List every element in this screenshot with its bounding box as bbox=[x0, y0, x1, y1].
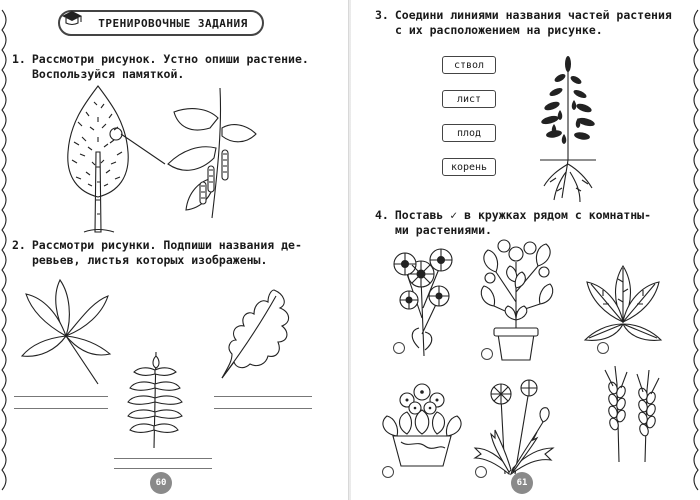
right-edge-scallop bbox=[686, 0, 700, 500]
leafy-plant-illustration bbox=[583, 262, 663, 342]
right-page bbox=[351, 0, 700, 500]
task-3-line-1: Соедини линиями названия частей растения bbox=[394, 8, 672, 22]
answer-line-rowan-2[interactable] bbox=[114, 468, 212, 469]
answer-line-rowan-1[interactable] bbox=[114, 458, 212, 459]
task-1-line-1: Рассмотри рисунок. Устно опиши растение. bbox=[31, 52, 309, 66]
checkbox-circle-violet[interactable] bbox=[382, 466, 394, 478]
task-4-line-1: Поставь ✓ в кружках рядом с комнатны- bbox=[394, 208, 652, 222]
chestnut-leaf-illustration bbox=[22, 278, 112, 388]
page-number-right: 61 bbox=[511, 472, 533, 494]
section-header bbox=[58, 10, 264, 36]
task-3-line-2: с их расположением на рисунке. bbox=[395, 23, 603, 37]
task-4-line-2: ми растениями. bbox=[395, 223, 492, 237]
section-header-title: ТРЕНИРОВОЧНЫЕ ЗАДАНИЯ bbox=[98, 16, 248, 30]
answer-line-chestnut-1[interactable] bbox=[14, 396, 108, 397]
task-4-number: 4. bbox=[375, 208, 389, 222]
chamomile-illustration bbox=[389, 238, 459, 358]
dandelion-illustration bbox=[471, 378, 561, 478]
violet-pot-illustration bbox=[377, 378, 467, 468]
birch-branch-illustration bbox=[160, 88, 260, 228]
task-1-number: 1. bbox=[12, 52, 26, 66]
part-label-fruit[interactable]: плод bbox=[442, 124, 496, 142]
part-label-trunk[interactable]: ствол bbox=[442, 56, 496, 74]
page-number-left: 60 bbox=[150, 472, 172, 494]
checkbox-circle-balsam[interactable] bbox=[481, 348, 493, 360]
balsam-pot-illustration bbox=[476, 232, 556, 362]
wheat-illustration bbox=[597, 364, 667, 464]
answer-line-oak-2[interactable] bbox=[214, 408, 312, 409]
task-2 bbox=[12, 238, 342, 268]
checkbox-circle-leafy-plant[interactable] bbox=[597, 342, 609, 354]
pear-tree-illustration bbox=[534, 56, 604, 206]
answer-line-chestnut-2[interactable] bbox=[14, 408, 108, 409]
left-page bbox=[0, 0, 349, 500]
checkbox-circle-dandelion[interactable] bbox=[475, 466, 487, 478]
task-3-number: 3. bbox=[375, 8, 389, 22]
task-2-line-2: ревьев, листья которых изображены. bbox=[32, 253, 268, 267]
answer-line-oak-1[interactable] bbox=[214, 396, 312, 397]
part-label-leaf[interactable]: лист bbox=[442, 90, 496, 108]
task-1 bbox=[12, 52, 342, 82]
task-2-line-1: Рассмотри рисунки. Подпиши названия де- bbox=[31, 238, 302, 252]
task-3 bbox=[375, 8, 685, 38]
part-label-root[interactable]: корень bbox=[442, 158, 496, 176]
checkbox-circle-chamomile[interactable] bbox=[393, 342, 405, 354]
task-1-line-2: Воспользуйся памяткой. bbox=[32, 67, 185, 81]
oak-leaf-illustration bbox=[214, 284, 304, 384]
task-2-number: 2. bbox=[12, 238, 26, 252]
graduation-cap-icon bbox=[60, 7, 84, 31]
rowan-leaf-illustration bbox=[120, 352, 190, 452]
